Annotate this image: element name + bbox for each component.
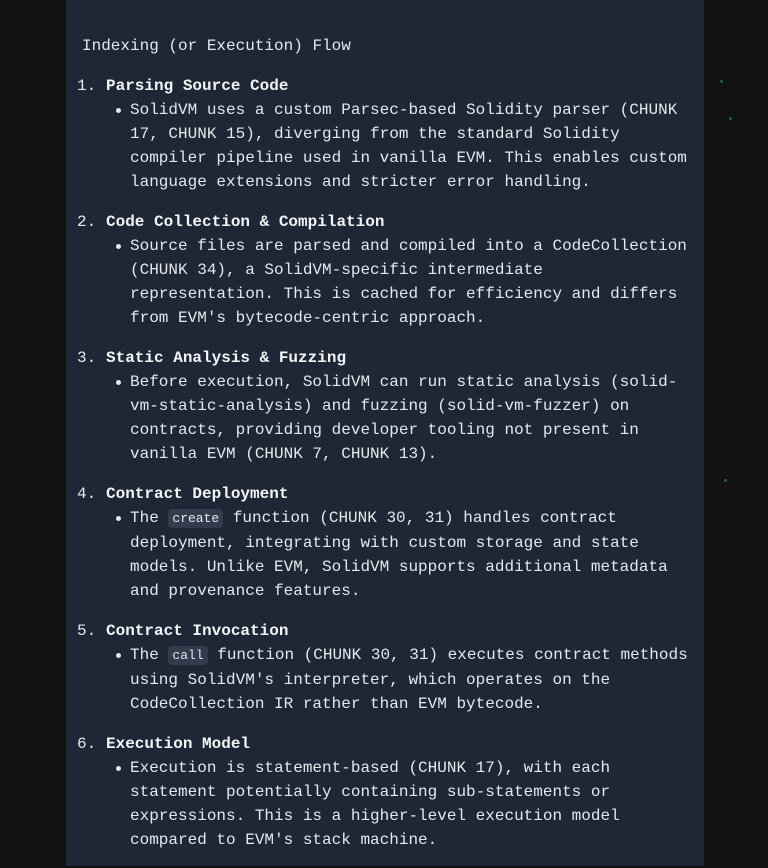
flow-list — [77, 74, 688, 868]
step-title: Contract Deployment — [106, 485, 289, 503]
step-title: Parsing Source Code — [106, 77, 289, 95]
step-number: 5. — [77, 622, 97, 640]
message-panel — [66, 0, 704, 866]
background-dot — [720, 80, 723, 83]
step-heading — [77, 346, 688, 370]
step-number: 3. — [77, 349, 97, 367]
step-number: 6. — [77, 735, 97, 753]
background-dot — [724, 479, 727, 482]
flow-step — [77, 210, 688, 330]
step-title: Contract Invocation — [106, 622, 289, 640]
flow-step — [77, 619, 688, 716]
bullet-text: function (CHUNK 30, 31) handles contract deployment, integrating with custom storage and state models. Unlike EVM, SolidVM supports additional metadata and provenance features. — [130, 509, 668, 600]
inline-code: call — [168, 646, 207, 665]
inline-code: create — [168, 509, 223, 528]
step-number: 1. — [77, 77, 97, 95]
background-dot — [729, 117, 732, 120]
step-number: 2. — [77, 213, 97, 231]
bullet-text: The — [130, 509, 169, 527]
step-title: Code Collection & Compilation — [106, 213, 385, 231]
flow-step — [77, 74, 688, 194]
step-bullet — [130, 643, 688, 716]
flow-step — [77, 482, 688, 603]
bullet-text: Source files are parsed and compiled into a CodeCollection (CHUNK 34), a SolidVM-specific intermediate representation. This is cached for efficiency and differs from EVM's bytecode-centric approach. — [130, 237, 687, 327]
step-heading — [77, 732, 688, 756]
section-title: Indexing (or Execution) Flow — [82, 37, 351, 55]
step-heading — [77, 210, 688, 234]
flow-step — [77, 732, 688, 852]
step-bullet — [130, 506, 688, 603]
bullet-text: Execution is statement-based (CHUNK 17), with each statement potentially containing sub-statements or expressions. This is a higher-level execution model compared to EVM's stack machine. — [130, 759, 620, 849]
bullet-text: Before execution, SolidVM can run static analysis (solid-vm-static-analysis) and fuzzing (solid-vm-fuzzer) on contracts, providing developer tooling not present in vanilla EVM (CHUNK 7, CHUNK 13). — [130, 373, 678, 463]
bullet-text: function (CHUNK 30, 31) executes contract methods using SolidVM's interpreter, which operates on the CodeCollection IR rather than EVM bytecode. — [130, 646, 688, 713]
bullet-text: The — [130, 646, 169, 664]
step-heading — [77, 482, 688, 506]
flow-step — [77, 346, 688, 466]
step-bullet — [130, 98, 688, 194]
step-bullet — [130, 234, 688, 330]
step-bullet — [130, 756, 688, 852]
bullet-text: SolidVM uses a custom Parsec-based Solidity parser (CHUNK 17, CHUNK 15), diverging from the standard Solidity compiler pipeline used in vanilla EVM. This enables custom language extensions and stricter error handling. — [130, 101, 687, 191]
step-title: Static Analysis & Fuzzing — [106, 349, 347, 367]
step-bullet — [130, 370, 688, 466]
step-heading — [77, 74, 688, 98]
step-number: 4. — [77, 485, 97, 503]
step-heading — [77, 619, 688, 643]
step-title: Execution Model — [106, 735, 251, 753]
